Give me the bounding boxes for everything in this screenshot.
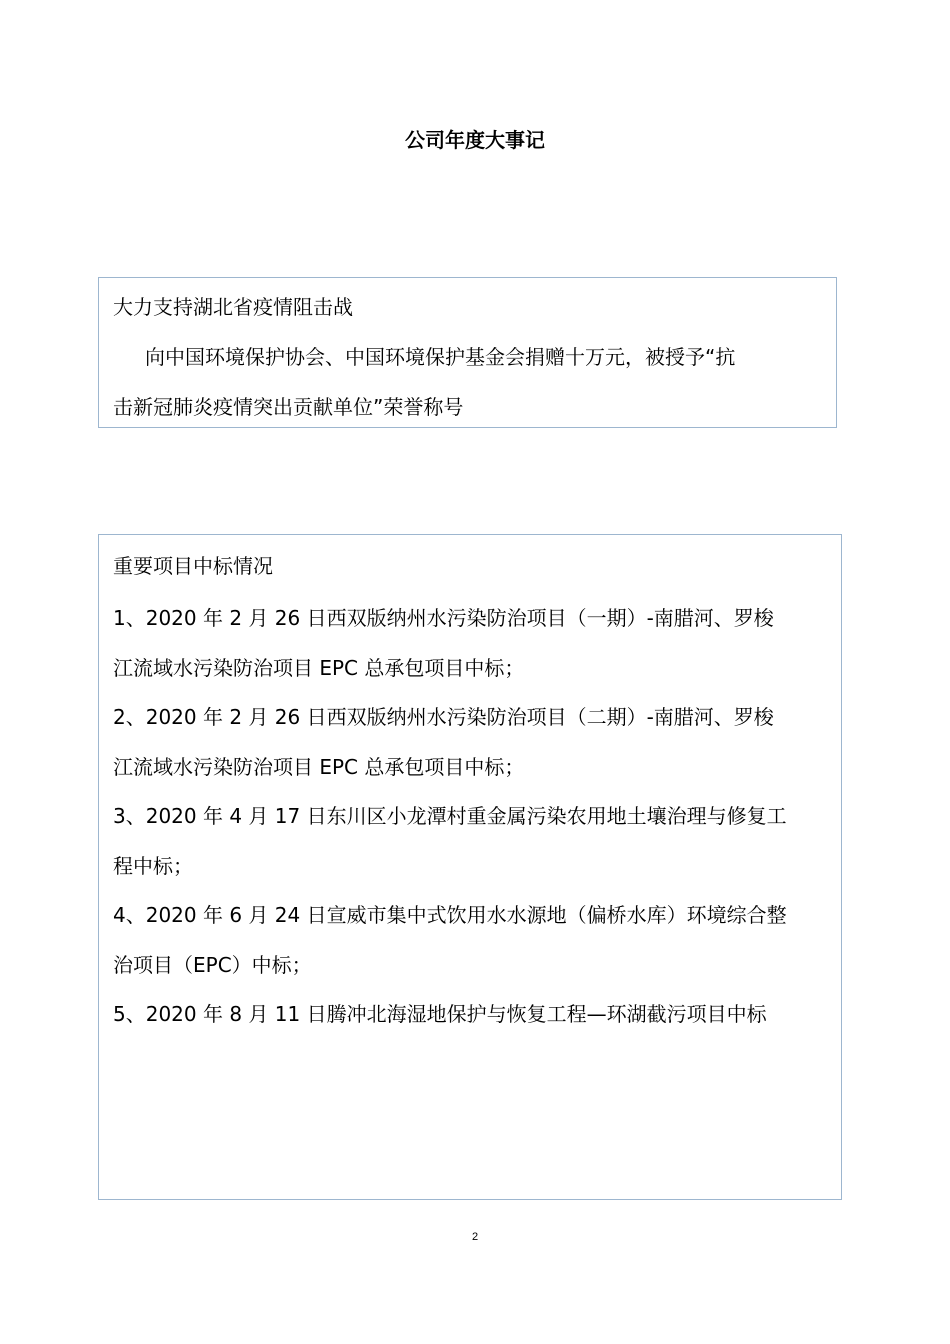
page-number: 2 (471, 1231, 479, 1243)
page-title: 公司年度大事记 (405, 128, 545, 152)
list-item-line: 程中标； (113, 853, 193, 878)
list-item-line: 江流域水污染防治项目 EPC 总承包项目中标； (113, 655, 525, 680)
paragraph-line: 向中国环境保护协会、中国环境保护基金会捐赠十万元，被授予“抗 (145, 345, 736, 369)
list-item-line: 治项目（EPC）中标； (113, 952, 312, 977)
section-project-bids (98, 534, 842, 1200)
list-item-line: 3、2020 年 4 月 17 日东川区小龙潭村重金属污染农用地土壤治理与修复工 (113, 804, 787, 828)
section-support-hubei (98, 277, 837, 428)
list-item-line: 4、2020 年 6 月 24 日宣威市集中式饮用水水源地（偏桥水库）环境综合整 (113, 903, 787, 927)
list-item-line: 2、2020 年 2 月 26 日西双版纳州水污染防治项目（二期）-南腊河、罗梭 (113, 705, 774, 729)
section-heading: 大力支持湖北省疫情阻击战 (113, 295, 353, 319)
paragraph-line: 击新冠肺炎疫情突出贡献单位”荣誉称号 (113, 395, 464, 419)
section-heading: 重要项目中标情况 (113, 554, 273, 578)
list-item-line: 江流域水污染防治项目 EPC 总承包项目中标； (113, 754, 525, 779)
list-item-line: 1、2020 年 2 月 26 日西双版纳州水污染防治项目（一期）-南腊河、罗梭 (113, 606, 774, 630)
list-item-line: 5、2020 年 8 月 11 日腾冲北海湿地保护与恢复工程—环湖截污项目中标 (113, 1002, 767, 1026)
